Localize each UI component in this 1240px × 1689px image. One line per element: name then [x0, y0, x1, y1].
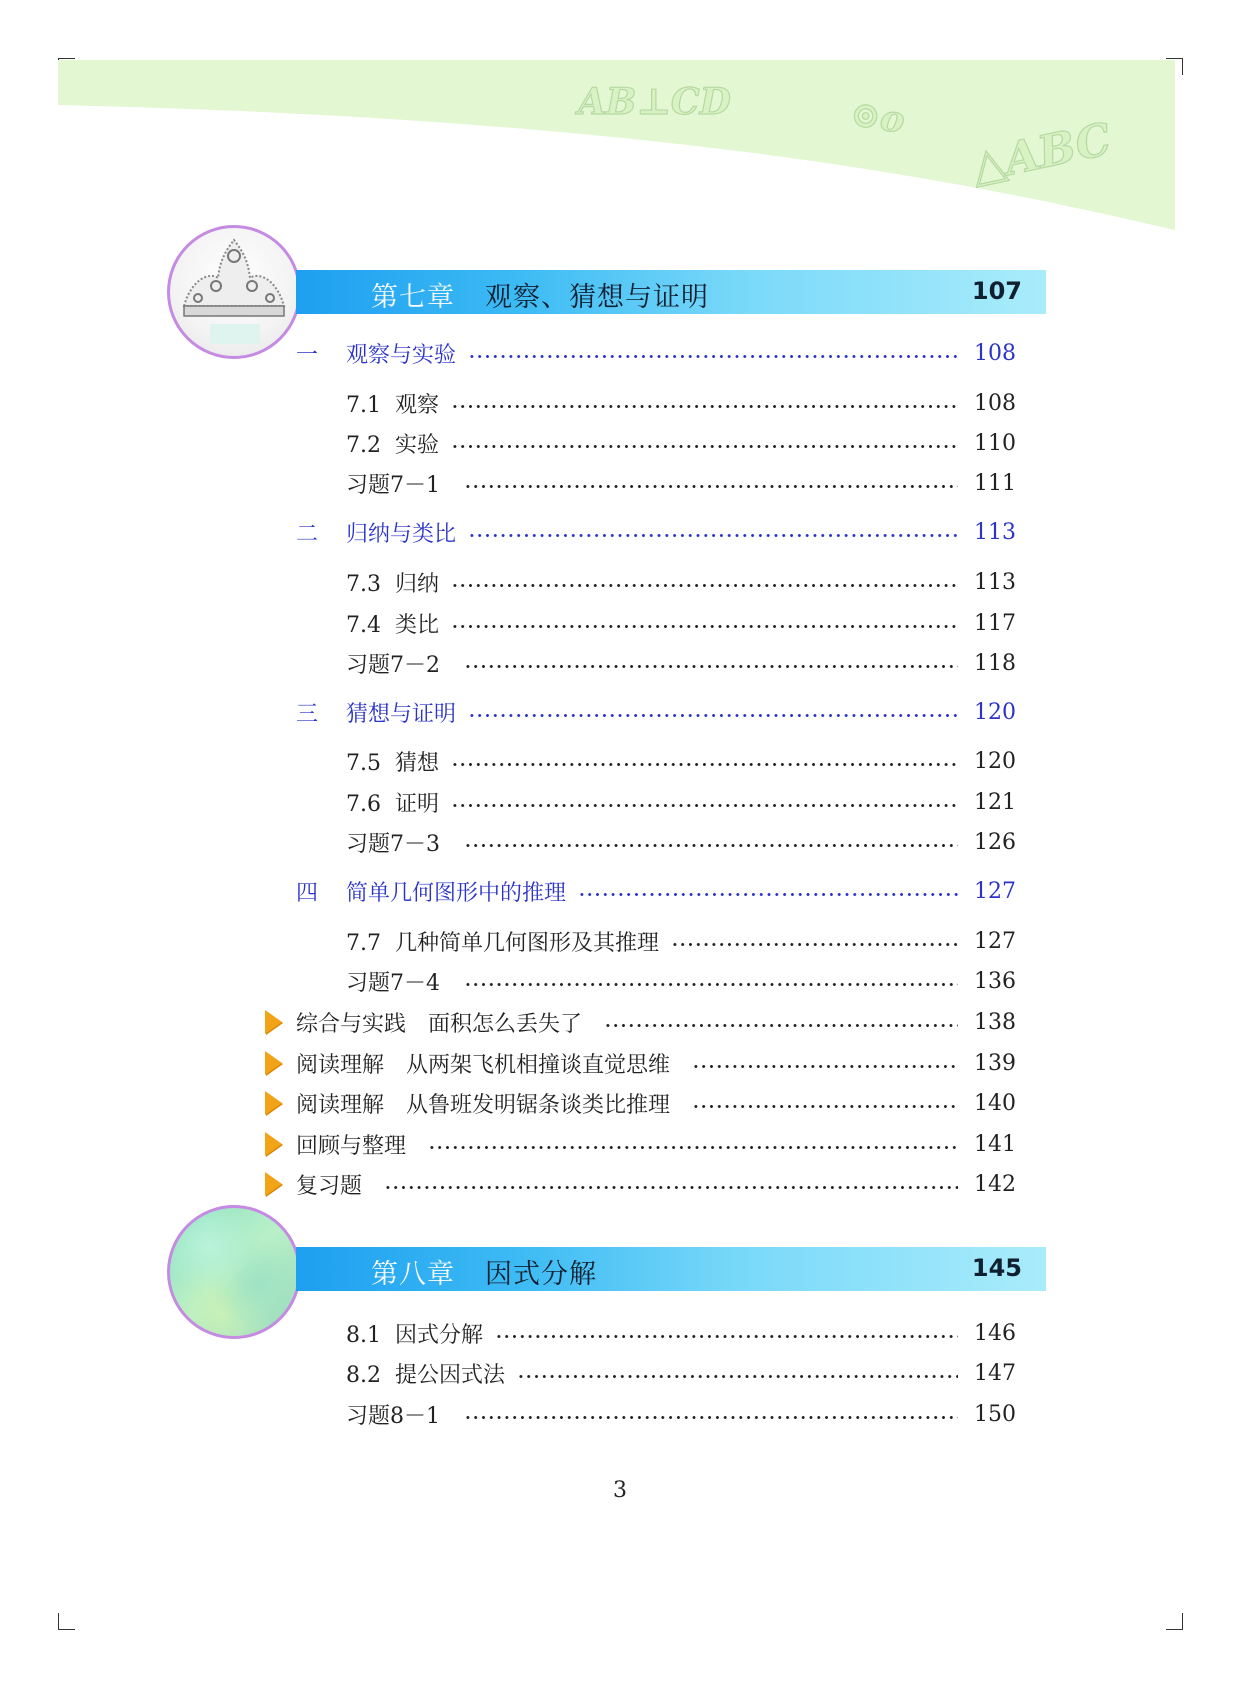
- chapter-7-bar[interactable]: [296, 270, 1046, 314]
- item-label: 7.3 归纳: [346, 571, 439, 597]
- toc-section-3[interactable]: [296, 696, 1016, 728]
- page-number: 108: [974, 390, 1016, 416]
- page-number: 127: [974, 878, 1016, 904]
- leader-dots: [451, 405, 958, 408]
- page-number: 140: [974, 1090, 1016, 1116]
- section-label: 猜想与证明: [346, 701, 457, 727]
- leader-dots: [604, 1024, 958, 1027]
- toc-item[interactable]: [346, 786, 1016, 818]
- section-label: 简单几何图形中的推理: [346, 880, 567, 906]
- toc-item[interactable]: [346, 1357, 1016, 1389]
- triangle-marker-icon: [265, 1051, 282, 1075]
- toc-item[interactable]: [346, 607, 1016, 639]
- item-label: 习题8－1: [346, 1403, 440, 1429]
- leader-dots: [464, 983, 958, 986]
- page-number: 120: [974, 748, 1016, 774]
- toc-special[interactable]: [265, 1047, 1016, 1079]
- item-label: 7.1 观察: [346, 392, 439, 418]
- special-label: 复习题: [296, 1173, 363, 1199]
- leader-dots: [451, 584, 958, 587]
- page-number: 108: [974, 340, 1016, 366]
- toc-special[interactable]: [265, 1087, 1016, 1119]
- leader-dots: [692, 1065, 958, 1068]
- leader-dots: [464, 844, 958, 847]
- section-number: 二: [296, 521, 319, 547]
- toc-special[interactable]: [265, 1168, 1016, 1200]
- section-number: 一: [296, 342, 319, 368]
- page-number: 142: [974, 1171, 1016, 1197]
- item-label: 8.2 提公因式法: [346, 1362, 505, 1388]
- chapter-8-number: 第八章: [371, 1259, 455, 1290]
- toc-item[interactable]: [346, 1398, 1016, 1430]
- page-number: 136: [974, 968, 1016, 994]
- leader-dots: [451, 625, 958, 628]
- leader-dots: [468, 355, 958, 358]
- page-number: 111: [974, 470, 1016, 496]
- leader-dots: [384, 1186, 958, 1189]
- toc-item[interactable]: [346, 467, 1016, 499]
- toc-item[interactable]: [346, 925, 1016, 957]
- page-number: 141: [974, 1131, 1016, 1157]
- item-label: 习题7－2: [346, 652, 440, 678]
- page-number: 117: [974, 610, 1016, 636]
- leader-dots: [468, 534, 958, 537]
- page-number: 147: [974, 1360, 1016, 1386]
- item-label: 7.7 几种简单几何图形及其推理: [346, 930, 659, 956]
- page-number: 139: [974, 1050, 1016, 1076]
- leader-dots: [451, 763, 958, 766]
- decor-perpendicular-text: AB⊥CD: [578, 81, 731, 123]
- toc-item[interactable]: [346, 387, 1016, 419]
- toc-item[interactable]: [346, 427, 1016, 459]
- crop-mark-bottom-right: [1166, 1613, 1183, 1630]
- special-label: 回顾与整理: [296, 1133, 407, 1159]
- crown-icon: [170, 228, 298, 356]
- section-label: 归纳与类比: [346, 521, 457, 547]
- special-label: 阅读理解 从鲁班发明锯条谈类比推理: [296, 1092, 671, 1118]
- leader-dots: [671, 943, 958, 946]
- leader-dots: [451, 445, 958, 448]
- triangle-marker-icon: [265, 1172, 282, 1196]
- toc-item[interactable]: [346, 745, 1016, 777]
- leader-dots: [578, 893, 958, 896]
- chapter-8-page: 145: [971, 1254, 1022, 1282]
- toc-item[interactable]: [346, 826, 1016, 858]
- crop-mark-bottom-left: [58, 1613, 75, 1630]
- header-band: [0, 0, 1240, 240]
- toc-section-4[interactable]: [296, 875, 1016, 907]
- section-label: 观察与实验: [346, 342, 457, 368]
- toc-item[interactable]: [346, 647, 1016, 679]
- leader-dots: [464, 665, 958, 668]
- item-label: 8.1 因式分解: [346, 1322, 483, 1348]
- leader-dots: [692, 1105, 958, 1108]
- item-label: 7.2 实验: [346, 432, 439, 458]
- leader-dots: [464, 1416, 958, 1419]
- leader-dots: [517, 1375, 958, 1378]
- page-number: 146: [974, 1320, 1016, 1346]
- chapter-8-bar[interactable]: [296, 1247, 1046, 1291]
- leader-dots: [451, 804, 958, 807]
- crown-image: [167, 225, 301, 359]
- leader-dots: [495, 1335, 958, 1338]
- item-label: 7.6 证明: [346, 791, 439, 817]
- chapter-7-number: 第七章: [371, 282, 455, 313]
- item-label: 习题7－3: [346, 831, 440, 857]
- page-number: 113: [974, 569, 1016, 595]
- toc-item[interactable]: [346, 566, 1016, 598]
- page-number: 138: [974, 1009, 1016, 1035]
- decor-triangle-text: △ABC: [966, 113, 1116, 193]
- page-folio: 3: [613, 1478, 627, 1503]
- item-label: 7.5 猜想: [346, 750, 439, 776]
- toc-item[interactable]: [346, 965, 1016, 997]
- page-number: 110: [974, 430, 1016, 456]
- triangle-marker-icon: [265, 1091, 282, 1115]
- toc-special[interactable]: [265, 1128, 1016, 1160]
- chapter-8-title: 因式分解: [485, 1259, 597, 1290]
- page-number: 118: [974, 650, 1016, 676]
- chapter-7-page: 107: [971, 277, 1022, 305]
- page-number: 150: [974, 1401, 1016, 1427]
- page-number: 127: [974, 928, 1016, 954]
- triangle-marker-icon: [265, 1010, 282, 1034]
- section-number: 四: [296, 880, 319, 906]
- page-number: 126: [974, 829, 1016, 855]
- item-label: 7.4 类比: [346, 612, 439, 638]
- page-number: 120: [974, 699, 1016, 725]
- leader-dots: [464, 485, 958, 488]
- toc-section-2[interactable]: [296, 516, 1016, 548]
- leader-dots: [468, 714, 958, 717]
- leader-dots: [428, 1146, 958, 1149]
- toc-special[interactable]: [265, 1006, 1016, 1038]
- chapter-7-title: 观察、猜想与证明: [485, 282, 709, 313]
- decor-circle-text: ⊙o: [847, 92, 908, 142]
- triangle-marker-icon: [265, 1132, 282, 1156]
- item-label: 习题7－4: [346, 970, 440, 996]
- special-label: 阅读理解 从两架飞机相撞谈直觉思维: [296, 1052, 671, 1078]
- page-number: 121: [974, 789, 1016, 815]
- chapter-8-image: [167, 1205, 301, 1339]
- special-label: 综合与实践 面积怎么丢失了: [296, 1011, 583, 1037]
- toc-section-1[interactable]: [296, 337, 1016, 369]
- page-number: 113: [974, 519, 1016, 545]
- section-number: 三: [296, 701, 319, 727]
- toc-item[interactable]: [346, 1317, 1016, 1349]
- item-label: 习题7－1: [346, 472, 440, 498]
